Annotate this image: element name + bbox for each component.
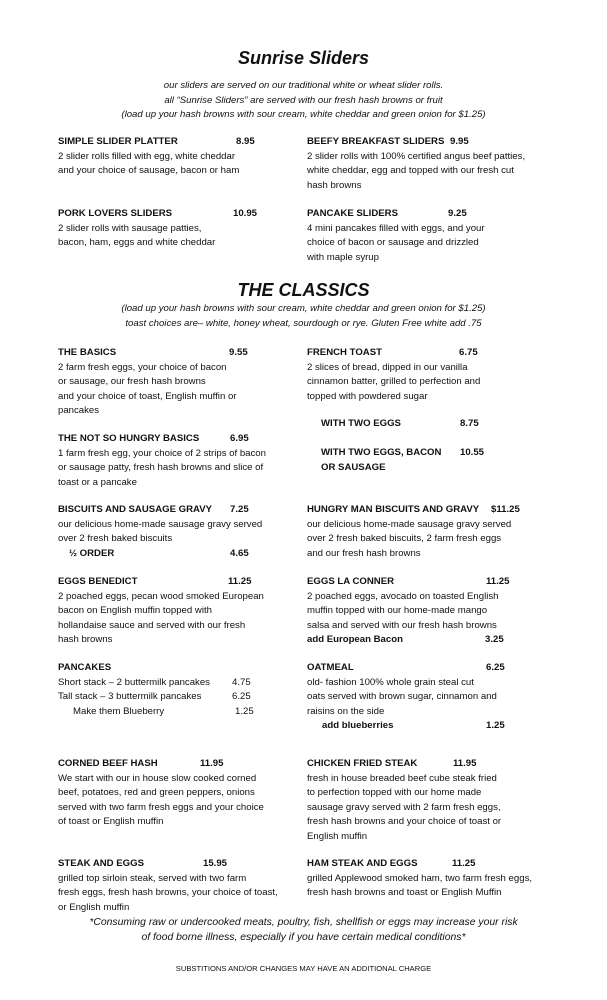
item-description: our delicious home-made sausage gravy served over 2 fresh baked biscuits, 2 farm fresh eggs and our fresh hash browns bbox=[307, 518, 512, 559]
add-on-label: add European Bacon bbox=[307, 634, 403, 645]
menu-item-french-toast-with-eggs-and-bacon bbox=[321, 446, 551, 475]
menu-item-eggs-la-conner bbox=[307, 575, 557, 648]
intro-line: (load up your hash browns with sour cream, white cheddar and green onion for $1.25) bbox=[121, 109, 486, 120]
item-price: 6.25 bbox=[486, 662, 505, 673]
item-price: 9.25 bbox=[448, 208, 467, 219]
menu-item-oatmeal bbox=[307, 661, 557, 734]
item-name: WITH TWO EGGS, BACON bbox=[321, 447, 442, 458]
menu-item-steak-and-eggs bbox=[58, 857, 303, 915]
item-price: 11.25 bbox=[452, 858, 476, 869]
item-name: BEEFY BREAKFAST SLIDERS bbox=[307, 136, 445, 147]
add-on-price: 1.25 bbox=[486, 720, 505, 731]
item-price: 7.25 bbox=[230, 504, 249, 515]
item-name: EGGS LA CONNER bbox=[307, 576, 395, 587]
intro-line: our sliders are served on our traditional white or wheat slider rolls. bbox=[163, 80, 444, 91]
item-name: HUNGRY MAN BISCUITS AND GRAVY bbox=[307, 504, 480, 515]
item-price: 10.95 bbox=[233, 208, 258, 219]
footer-note: SUBSTITIONS AND/OR CHANGES MAY HAVE AN ADDITIONAL CHARGE bbox=[175, 964, 432, 973]
menu-item-chicken-fried-steak bbox=[307, 757, 562, 844]
pancake-option-label: Make them Blueberry bbox=[73, 705, 165, 717]
menu-item-eggs-benedict bbox=[58, 575, 298, 648]
item-name: THE BASICS bbox=[58, 347, 117, 358]
section-title-sunrise-sliders: Sunrise Sliders bbox=[237, 48, 370, 68]
item-name: STEAK AND EGGS bbox=[58, 858, 144, 869]
item-price: 6.95 bbox=[230, 433, 249, 444]
item-price: 8.95 bbox=[236, 136, 255, 147]
item-description: We start with our in house slow cooked corned beef, potatoes, red and green peppers, onions served with two farm fresh eggs and your choice of toast or English muffin bbox=[58, 772, 264, 827]
item-price: 9.95 bbox=[450, 136, 469, 147]
item-name: FRENCH TOAST bbox=[307, 347, 382, 358]
sunrise-intro bbox=[0, 79, 607, 123]
menu-item-beefy-breakfast-sliders bbox=[307, 135, 567, 193]
menu-item-pancakes bbox=[58, 661, 298, 719]
item-name: SIMPLE SLIDER PLATTER bbox=[58, 136, 178, 147]
food-safety-disclaimer bbox=[0, 915, 607, 945]
item-price: 11.25 bbox=[228, 576, 252, 587]
item-price: $11.25 bbox=[491, 504, 520, 515]
item-price: 9.55 bbox=[229, 347, 248, 358]
item-description: grilled top sirloin steak, served with two farm fresh eggs, fresh hash browns, your choice of toast, or English muffin bbox=[58, 872, 278, 913]
half-order-label: ½ ORDER bbox=[69, 547, 115, 559]
item-description: 2 poached eggs, avocado on toasted English muffin topped with our home-made mango salsa and served with our fresh hash browns bbox=[307, 590, 499, 631]
menu-item-ham-steak-and-eggs bbox=[307, 857, 567, 901]
item-name: BISCUITS AND SAUSAGE GRAVY bbox=[58, 504, 213, 515]
pancake-option-label: Tall stack – 3 buttermilk pancakes bbox=[58, 691, 202, 702]
menu-item-simple-slider-platter bbox=[58, 135, 298, 179]
menu-item-french-toast bbox=[307, 346, 557, 404]
item-description: our delicious home-made sausage gravy served over 2 fresh baked biscuits bbox=[58, 518, 263, 544]
classics-intro bbox=[0, 302, 607, 331]
add-on-label: add blueberries bbox=[322, 720, 394, 731]
menu-item-not-so-hungry-basics bbox=[58, 432, 303, 490]
item-name: OATMEAL bbox=[307, 662, 354, 673]
item-name: WITH TWO EGGS bbox=[321, 418, 401, 429]
menu-item-french-toast-with-two-eggs bbox=[321, 417, 551, 432]
item-price: 11.95 bbox=[200, 758, 224, 769]
item-description: old- fashion 100% whole grain steal cut oats served with brown sugar, cinnamon and raisins on the side bbox=[307, 676, 497, 717]
item-name: PANCAKE SLIDERS bbox=[307, 208, 398, 219]
intro-line: toast choices are– white, honey wheat, sourdough or rye. Gluten Free white add .75 bbox=[125, 317, 482, 329]
item-description: 2 poached eggs, pecan wood smoked European bacon on English muffin topped with hollandaise sauce and served with our fresh hash browns bbox=[58, 590, 264, 645]
menu-item-the-basics bbox=[58, 346, 298, 419]
half-order-price: 4.65 bbox=[230, 547, 249, 559]
item-name: THE NOT SO HUNGRY BASICS bbox=[58, 433, 200, 444]
menu-item-hungry-man-biscuits-and-gravy bbox=[307, 503, 562, 561]
intro-line: (load up your hash browns with sour cream, white cheddar and green onion for $1.25) bbox=[121, 303, 486, 314]
item-description: 2 slider rolls filled with egg, white cheddar and your choice of sausage, bacon or ham bbox=[58, 150, 240, 176]
item-description: 2 slider rolls with sausage patties, bacon, ham, eggs and white cheddar bbox=[58, 222, 216, 248]
item-name: CHICKEN FRIED STEAK bbox=[307, 758, 418, 769]
item-price: 6.75 bbox=[459, 347, 478, 358]
menu-item-biscuits-and-sausage-gravy bbox=[58, 503, 298, 561]
menu-item-corned-beef-hash bbox=[58, 757, 303, 830]
disclaimer-line: of food borne illness, especially if you have certain medical conditions* bbox=[141, 932, 466, 943]
pancake-option-label: Short stack – 2 buttermilk pancakes bbox=[58, 676, 210, 688]
item-price: 11.95 bbox=[453, 758, 477, 769]
item-description: grilled Applewood smoked ham, two farm fresh eggs, fresh hash browns and toast or English Muffin bbox=[307, 872, 533, 898]
item-name: CORNED BEEF HASH bbox=[58, 758, 158, 769]
item-name: PANCAKES bbox=[58, 662, 112, 673]
pancake-option-price: 4.75 bbox=[232, 676, 251, 688]
item-description: 2 slices of bread, dipped in our vanilla cinnamon batter, grilled to perfection and topped with powdered sugar bbox=[307, 361, 481, 402]
item-description: 2 slider rolls with 100% certified angus beef patties, white cheddar, egg and topped with our fresh cut hash browns bbox=[307, 150, 526, 191]
item-description: 1 farm fresh egg, your choice of 2 strips of bacon or sausage patty, fresh hash browns and slice of toast or a pancake bbox=[58, 447, 266, 488]
menu-item-pork-lovers-sliders bbox=[58, 207, 298, 251]
section-title-the-classics: THE CLASSICS bbox=[237, 280, 370, 300]
item-name: HAM STEAK AND EGGS bbox=[307, 858, 418, 869]
item-price: 15.95 bbox=[203, 858, 228, 869]
item-description: 4 mini pancakes filled with eggs, and your choice of bacon or sausage and drizzled with maple syrup bbox=[307, 222, 485, 263]
item-description: 2 farm fresh eggs, your choice of bacon or sausage, our fresh hash browns and your choice of toast, English muffin or pancakes bbox=[58, 361, 237, 416]
pancake-option-price: 1.25 bbox=[235, 705, 254, 717]
pancake-option-price: 6.25 bbox=[232, 691, 251, 702]
item-description: fresh in house breaded beef cube steak fried to perfection topped with our home made sausage gravy served with 2 farm fresh eggs, fresh hash browns and your choice of toast or English muffin bbox=[307, 772, 502, 842]
item-name-continued: OR SAUSAGE bbox=[321, 461, 386, 473]
add-on-price: 3.25 bbox=[485, 634, 504, 645]
intro-line: all “Sunrise Sliders” are served with our fresh hash browns or fruit bbox=[164, 94, 443, 106]
item-price: 10.55 bbox=[460, 447, 485, 458]
menu-item-pancake-sliders bbox=[307, 207, 567, 265]
item-price: 8.75 bbox=[460, 418, 479, 429]
item-name: EGGS BENEDICT bbox=[58, 576, 138, 587]
disclaimer-line: *Consuming raw or undercooked meats, poultry, fish, shellfish or eggs may increase your risk bbox=[89, 917, 518, 928]
item-price: 11.25 bbox=[486, 576, 510, 587]
item-name: PORK LOVERS SLIDERS bbox=[58, 208, 173, 219]
